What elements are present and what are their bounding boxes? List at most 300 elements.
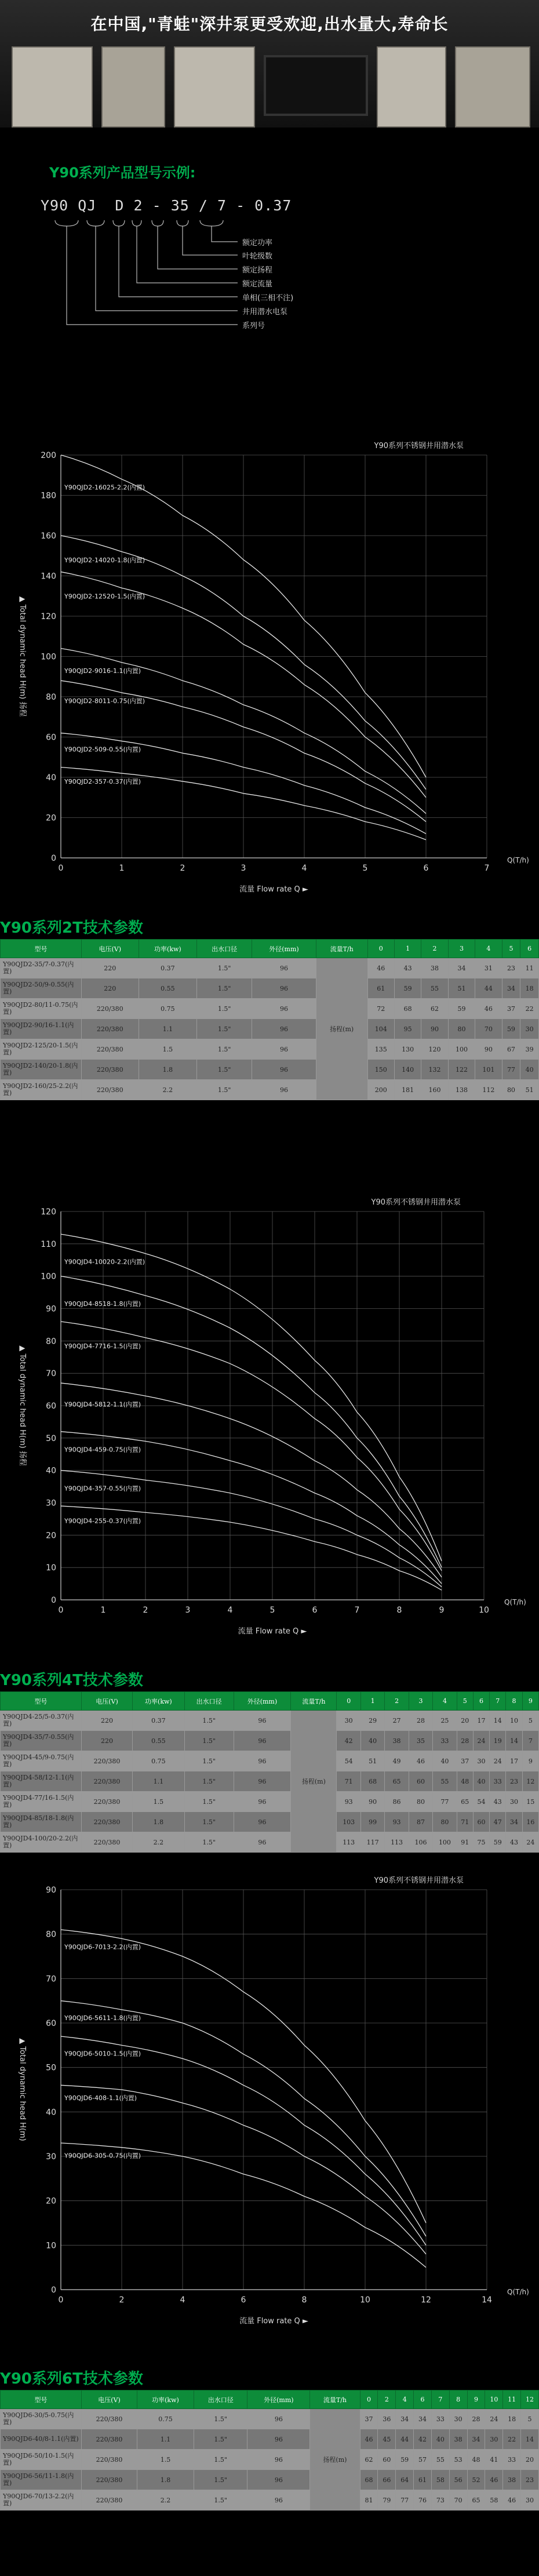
y-tick-label: 90: [46, 1304, 56, 1314]
table-cell: 1.5": [197, 1060, 252, 1080]
y-tick-label: 120: [41, 612, 56, 621]
table-cell: 28: [409, 1711, 432, 1731]
legend-label: 额定扬程: [242, 266, 273, 275]
table-cell: 40: [473, 1771, 489, 1792]
table-cell: 77: [433, 1792, 457, 1812]
table-header-cell: 8: [449, 2391, 467, 2409]
table-cell: 80: [502, 1080, 520, 1100]
table-cell: 25: [433, 1711, 457, 1731]
x-tick-label: 1: [100, 1606, 106, 1615]
table-cell: 220/380: [82, 1060, 139, 1080]
table-cell: 43: [506, 1832, 522, 1853]
table-header-cell: 7: [431, 2391, 449, 2409]
table-row: [1, 1751, 539, 1771]
table-cell: 17: [506, 1751, 522, 1771]
curve-label: Y90QJD6-5010-1.5(内置): [64, 2050, 141, 2058]
table-header-cell: 6: [520, 940, 539, 958]
table-cell: 96: [247, 2409, 310, 2429]
table-cell: 62: [421, 999, 448, 1019]
table-row: [1, 1731, 539, 1751]
table-cell: 46: [485, 2470, 503, 2490]
table-cell: 33: [433, 1731, 457, 1751]
table-cell: 24: [485, 2409, 503, 2429]
table-header-cell: 11: [503, 2391, 521, 2409]
table-cell: 80: [433, 1812, 457, 1832]
curve-label: Y90QJD4-8518-1.8(内置): [64, 1300, 141, 1308]
table-cell: Y90QJD6-56/11-1.8(内置): [1, 2470, 82, 2490]
table-cell: 59: [394, 978, 421, 999]
curve-label: Y90QJD6-305-0.75(内置): [64, 2152, 141, 2160]
table-cell: 96: [252, 1019, 316, 1039]
table-cell: Y90QJD2-35/7-0.37(内置): [1, 958, 82, 978]
y-tick-label: 50: [46, 2063, 56, 2073]
table-cell: 48: [467, 2450, 485, 2470]
table-cell: 220/380: [82, 2490, 137, 2510]
table-header-cell: 电压(V): [82, 2391, 137, 2409]
table-cell: 96: [234, 1771, 291, 1792]
table-row: [1, 958, 539, 978]
table-cell: 36: [378, 2409, 396, 2429]
table-header-cell: 1: [360, 1692, 384, 1711]
table-header-cell: 2: [378, 2391, 396, 2409]
table-cell: 96: [247, 2490, 310, 2510]
table-cell: 80: [448, 1019, 475, 1039]
curve-label: Y90QJD6-408-1.1(内置): [64, 2094, 137, 2102]
table-cell: 38: [503, 2470, 521, 2490]
table-cell: 9: [522, 1751, 538, 1771]
table-cell: 46: [475, 999, 502, 1019]
table-cell: 1.5": [194, 2470, 247, 2490]
table-cell: 140: [394, 1060, 421, 1080]
table-cell: 24: [522, 1832, 538, 1853]
table-cell: 66: [378, 2470, 396, 2490]
table-cell: 77: [396, 2490, 414, 2510]
table-cell: 37: [360, 2409, 378, 2429]
table-row: [1, 1832, 539, 1853]
table-cell: 1.5: [137, 2450, 194, 2470]
table-cell: 37: [502, 999, 520, 1019]
table-cell: Y90QJD2-80/11-0.75(内置): [1, 999, 82, 1019]
table-cell: 29: [360, 1711, 384, 1731]
y-tick-label: 20: [46, 1531, 56, 1541]
table-cell: 96: [234, 1812, 291, 1832]
table-cell: 14: [490, 1711, 506, 1731]
table-cell: 2.2: [132, 1832, 184, 1853]
pump-curve-chart-4t: [0, 1183, 539, 1664]
table-cell: 51: [520, 1080, 539, 1100]
y-tick-label: 0: [51, 1596, 56, 1605]
y-tick-label: 40: [46, 2108, 56, 2117]
showroom-banner: [0, 0, 539, 128]
table-cell: Y90QJD4-58/12-1.1(内置): [1, 1771, 82, 1792]
table-cell: 96: [252, 978, 316, 999]
table-header-cell: 电压(V): [82, 1692, 133, 1711]
table-cell: 1.5": [197, 1019, 252, 1039]
table-cell: 220/380: [82, 2470, 137, 2490]
table-header-cell: 6: [473, 1692, 489, 1711]
table-cell: 96: [247, 2429, 310, 2450]
table-cell: 96: [247, 2450, 310, 2470]
table-cell: 181: [394, 1080, 421, 1100]
table-cell: 46: [409, 1751, 432, 1771]
table-header-cell: 0: [360, 2391, 378, 2409]
table-cell: 20: [457, 1711, 473, 1731]
table-cell: 1.5": [197, 999, 252, 1019]
table-cell: 59: [448, 999, 475, 1019]
table-cell: 220/380: [82, 2450, 137, 2470]
table-row: [1, 2470, 539, 2490]
table-cell: 77: [502, 1060, 520, 1080]
table-cell: 100: [433, 1832, 457, 1853]
table-header-cell: 功率(kw): [139, 940, 197, 958]
table-cell: 55: [433, 1771, 457, 1792]
model-code: Y90 QJ D 2 - 35 / 7 - 0.37: [41, 197, 292, 214]
table-cell: 65: [457, 1792, 473, 1812]
table-cell: 1.5": [184, 1792, 234, 1812]
y-tick-label: 10: [46, 2241, 56, 2251]
table-cell: 38: [421, 958, 448, 978]
y-tick-label: 100: [41, 652, 56, 662]
table-header-cell: 9: [467, 2391, 485, 2409]
table-cell: 24: [490, 1751, 506, 1771]
table-cell: 51: [448, 978, 475, 999]
curve-label: Y90QJD2-8011-0.75(内置): [64, 697, 145, 705]
table-cell: 18: [503, 2409, 521, 2429]
table-cell: 22: [520, 999, 539, 1019]
x-tick-label: 0: [58, 864, 64, 873]
table-cell: 1.5: [132, 1792, 184, 1812]
table-cell: 59: [490, 1832, 506, 1853]
curve-label: Y90QJD6-7013-2.2(内置): [64, 1943, 141, 1951]
table-header-cell: 4: [475, 940, 502, 958]
table-header-cell: 型号: [1, 2391, 82, 2409]
x-tick-label: 2: [180, 864, 185, 873]
table-cell: Y90QJD2-90/16-1.1(内置): [1, 1019, 82, 1039]
x-tick-label: 2: [119, 2295, 125, 2305]
table-cell: 1.5: [139, 1039, 197, 1060]
table-cell: 34: [414, 2409, 432, 2429]
table-cell: 54: [337, 1751, 360, 1771]
x-tick-label: 12: [421, 2295, 431, 2305]
y-tick-label: 40: [46, 1466, 56, 1476]
table-cell: 90: [421, 1019, 448, 1039]
table-cell: 46: [360, 2429, 378, 2450]
x-tick-label: 4: [301, 864, 307, 873]
table-cell: 120: [421, 1039, 448, 1060]
table-cell: 59: [502, 1019, 520, 1039]
table-cell: 90: [360, 1792, 384, 1812]
y-tick-label: 0: [51, 854, 56, 863]
x-tick-label: 3: [241, 864, 246, 873]
table-cell: 99: [360, 1812, 384, 1832]
table-cell: 38: [385, 1731, 409, 1751]
table-cell: 34: [448, 958, 475, 978]
table-row: [1, 1711, 539, 1731]
table-cell: 33: [503, 2450, 521, 2470]
table-row: [1, 1812, 539, 1832]
table-cell: 1.5": [184, 1832, 234, 1853]
x-tick-label: 9: [439, 1606, 445, 1615]
table-cell: 1.5": [184, 1711, 234, 1731]
table-cell: 11: [520, 958, 539, 978]
table-cell: 1.5": [184, 1751, 234, 1771]
table-row: [1, 1019, 539, 1039]
table-cell: 14: [506, 1731, 522, 1751]
table-header-cell: 电压(V): [82, 940, 139, 958]
table-header-cell: 外径(mm): [252, 940, 316, 958]
table-cell: 30: [449, 2409, 467, 2429]
x-tick-label: 5: [362, 864, 368, 873]
y-axis-label: ▲ Total dynamic head H(m) 扬程: [18, 596, 27, 717]
merged-head-label: 扬程(m): [291, 1711, 337, 1853]
table-cell: 1.5": [197, 1080, 252, 1100]
legend-label: 井用潜水电泵: [242, 308, 288, 316]
table-header-cell: 4: [396, 2391, 414, 2409]
table-cell: 220/380: [82, 1792, 133, 1812]
table-cell: 27: [385, 1711, 409, 1731]
pump-curve-chart-6t: [0, 1866, 539, 2348]
x-tick-label: 7: [354, 1606, 360, 1615]
table-cell: 65: [467, 2490, 485, 2510]
table-cell: 101: [475, 1060, 502, 1080]
table-cell: 113: [337, 1832, 360, 1853]
table-cell: 60: [473, 1812, 489, 1832]
table-cell: 1.5": [194, 2490, 247, 2510]
x-unit-label: Q(T/h): [507, 856, 529, 864]
y-tick-label: 20: [46, 2196, 56, 2206]
x-tick-label: 0: [58, 1606, 64, 1615]
table-cell: 1.5": [197, 1039, 252, 1060]
table-cell: 220/380: [82, 1751, 133, 1771]
section-title-2t: Y90系列2T技术参数: [0, 919, 143, 937]
y-tick-label: 10: [46, 1563, 56, 1573]
table-cell: 56: [449, 2470, 467, 2490]
legend-label: 额定流量: [242, 280, 273, 289]
table-cell: 60: [378, 2450, 396, 2470]
legend-label: 单相(三相不注): [242, 294, 294, 303]
y-tick-label: 30: [46, 1498, 56, 1508]
spec-table-2t: [0, 939, 539, 1100]
table-cell: 62: [360, 2450, 378, 2470]
table-cell: 68: [360, 1771, 384, 1792]
table-cell: 38: [449, 2429, 467, 2450]
table-cell: 71: [457, 1812, 473, 1832]
table-cell: 1.5": [184, 1771, 234, 1792]
table-cell: 17: [473, 1711, 489, 1731]
table-header-cell: 10: [485, 2391, 503, 2409]
curve-label: Y90QJD4-5812-1.1(内置): [64, 1400, 141, 1409]
table-cell: Y90QJD2-160/25-2.2(内置): [1, 1080, 82, 1100]
table-header-cell: 1: [394, 940, 421, 958]
table-cell: 22: [503, 2429, 521, 2450]
table-header-cell: 流量T/h: [291, 1692, 337, 1711]
table-cell: 40: [431, 2429, 449, 2450]
table-cell: Y90QJD6-70/13-2.2(内置): [1, 2490, 82, 2510]
table-cell: 10: [506, 1711, 522, 1731]
table-cell: 96: [234, 1751, 291, 1771]
table-cell: 220/380: [82, 1019, 139, 1039]
table-cell: 59: [396, 2450, 414, 2470]
y-tick-label: 200: [41, 451, 56, 460]
table-cell: 1.8: [132, 1812, 184, 1832]
y-tick-label: 80: [46, 1337, 56, 1347]
showroom-panel: [455, 46, 530, 128]
table-cell: 220: [82, 1731, 133, 1751]
table-cell: 44: [396, 2429, 414, 2450]
table-cell: 2.2: [137, 2490, 194, 2510]
table-cell: 48: [457, 1771, 473, 1792]
table-cell: 220/380: [82, 1771, 133, 1792]
table-cell: 30: [473, 1751, 489, 1771]
y-tick-label: 140: [41, 572, 56, 581]
curve-label: Y90QJD2-12520-1.5(内置): [64, 592, 145, 601]
table-cell: 52: [467, 2470, 485, 2490]
table-cell: 96: [234, 1832, 291, 1853]
table-cell: 96: [252, 999, 316, 1019]
table-header-row: [1, 2391, 539, 2409]
table-cell: Y90QJD6-50/10-1.5(内置): [1, 2450, 82, 2470]
y-tick-label: 30: [46, 2152, 56, 2162]
table-cell: 1.5": [197, 978, 252, 999]
showroom-panel: [12, 46, 93, 128]
table-cell: 33: [431, 2409, 449, 2429]
table-cell: Y90QJD2-140/20-1.8(内置): [1, 1060, 82, 1080]
table-header-cell: 外径(mm): [247, 2391, 310, 2409]
x-axis-label: 流量 Flow rate Q ►: [239, 2317, 308, 2326]
table-cell: 71: [337, 1771, 360, 1792]
table-cell: 96: [252, 958, 316, 978]
y-tick-label: 40: [46, 773, 56, 783]
curve-line: [61, 1432, 442, 1584]
table-cell: 0.75: [137, 2409, 194, 2429]
table-header-cell: 2: [421, 940, 448, 958]
table-cell: 113: [385, 1832, 409, 1853]
table-row: [1, 1771, 539, 1792]
table-cell: 30: [506, 1792, 522, 1812]
table-cell: 80: [409, 1792, 432, 1812]
x-tick-label: 14: [482, 2295, 492, 2305]
table-cell: 5: [521, 2409, 539, 2429]
table-cell: 2.2: [139, 1080, 197, 1100]
table-cell: 64: [396, 2470, 414, 2490]
curve-label: Y90QJD4-459-0.75(内置): [64, 1446, 141, 1454]
table-cell: Y90QJD4-25/5-0.37(内置): [1, 1711, 82, 1731]
table-cell: 15: [522, 1792, 538, 1812]
table-cell: Y90QJD4-35/7-0.55(内置): [1, 1731, 82, 1751]
y-tick-label: 80: [46, 693, 56, 702]
table-cell: 5: [522, 1711, 538, 1731]
table-cell: 31: [475, 958, 502, 978]
table-row: [1, 1060, 539, 1080]
table-cell: 49: [385, 1751, 409, 1771]
table-cell: 117: [360, 1832, 384, 1853]
table-cell: 72: [367, 999, 394, 1019]
table-header-cell: 2: [385, 1692, 409, 1711]
table-cell: 0.55: [132, 1731, 184, 1751]
table-cell: 43: [394, 958, 421, 978]
table-cell: 40: [433, 1751, 457, 1771]
table-cell: 46: [367, 958, 394, 978]
table-header-cell: 5: [457, 1692, 473, 1711]
table-header-cell: 0: [367, 940, 394, 958]
y-axis-label: ▲ Total dynamic head H(m) 扬程: [18, 1345, 27, 1466]
y-tick-label: 120: [41, 1207, 56, 1217]
table-header-cell: 3: [448, 940, 475, 958]
table-header-cell: 9: [522, 1692, 538, 1711]
merged-head-label: 扬程(m): [310, 2409, 360, 2510]
curve-label: Y90QJD2-14020-1.8(内置): [64, 556, 145, 564]
curve-label: Y90QJD4-7716-1.5(内置): [64, 1342, 141, 1350]
x-tick-label: 10: [360, 2295, 370, 2305]
table-cell: 24: [473, 1731, 489, 1751]
table-cell: 70: [475, 1019, 502, 1039]
table-cell: 96: [234, 1711, 291, 1731]
table-cell: 112: [475, 1080, 502, 1100]
table-cell: 138: [448, 1080, 475, 1100]
table-cell: 200: [367, 1080, 394, 1100]
table-cell: 220: [82, 978, 139, 999]
table-cell: 96: [247, 2470, 310, 2490]
table-cell: 220/380: [82, 1812, 133, 1832]
pump-curve-chart-2t: [0, 429, 539, 910]
table-cell: 135: [367, 1039, 394, 1060]
table-cell: 122: [448, 1060, 475, 1080]
table-cell: 220/380: [82, 1832, 133, 1853]
table-cell: Y90QJD4-45/9-0.75(内置): [1, 1751, 82, 1771]
table-cell: 1.8: [137, 2470, 194, 2490]
table-cell: 93: [385, 1812, 409, 1832]
table-cell: 20: [521, 2450, 539, 2470]
table-cell: 45: [378, 2429, 396, 2450]
table-cell: 35: [409, 1731, 432, 1751]
x-tick-label: 0: [58, 2295, 64, 2305]
table-cell: 96: [252, 1039, 316, 1060]
table-cell: 40: [360, 1731, 384, 1751]
table-cell: 40: [520, 1060, 539, 1080]
table-cell: Y90QJD2-50/9-0.55(内置): [1, 978, 82, 999]
table-cell: 60: [409, 1771, 432, 1792]
spec-table-6t: [0, 2390, 539, 2510]
table-cell: 47: [490, 1812, 506, 1832]
chart-title: Y90系列不锈钢井用潜水泵: [374, 1876, 464, 1885]
x-tick-label: 2: [143, 1606, 148, 1615]
y-axis-label: ▲ Total dynamic head H(m): [18, 2038, 27, 2141]
table-cell: 46: [503, 2490, 521, 2510]
y-tick-label: 70: [46, 1369, 56, 1379]
table-header-row: [1, 940, 539, 958]
section-title-4t: Y90系列4T技术参数: [0, 1672, 143, 1689]
table-cell: 96: [234, 1792, 291, 1812]
legend-label: 额定功率: [242, 239, 273, 248]
y-tick-label: 100: [41, 1272, 56, 1282]
table-row: [1, 2429, 539, 2450]
chart-title: Y90系列不锈钢井用潜水泵: [374, 442, 464, 450]
table-row: [1, 2409, 539, 2429]
table-cell: 0.55: [139, 978, 197, 999]
table-cell: 23: [521, 2470, 539, 2490]
table-cell: 96: [234, 1731, 291, 1751]
x-unit-label: Q(T/h): [504, 1598, 526, 1606]
merged-head-label: 扬程(m): [316, 958, 367, 1100]
table-cell: 55: [431, 2450, 449, 2470]
table-header-row: [1, 1692, 539, 1711]
banner-slogan: 在中国,"青蛙"深井泵更受欢迎,出水量大,寿命长: [90, 14, 449, 34]
table-cell: 30: [337, 1711, 360, 1731]
y-tick-label: 110: [41, 1239, 56, 1249]
y-tick-label: 0: [51, 2286, 56, 2295]
table-header-cell: 7: [490, 1692, 506, 1711]
table-cell: 220/380: [82, 2429, 137, 2450]
